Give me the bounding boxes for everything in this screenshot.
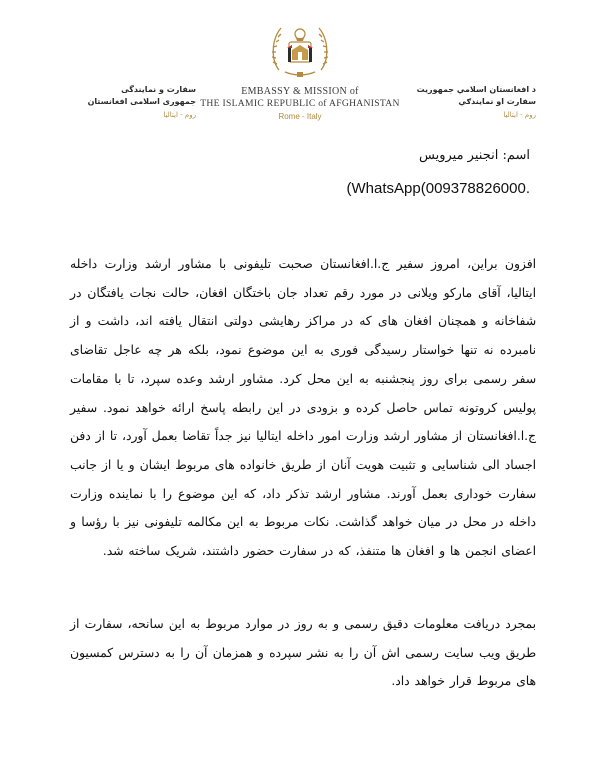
dari-line1: سفارت و نمایندگی	[121, 85, 196, 94]
pashto-line1: د افغانستان اسلامي جمهوریت	[416, 85, 536, 94]
letterhead-pashto	[406, 84, 536, 120]
embassy-title-line2: THE ISLAMIC REPUBLIC of AFGHANISTAN	[200, 98, 400, 109]
contact-phone: (WhatsApp(009378826000.	[346, 180, 530, 197]
body-paragraph: افزون براین، امروز سفیر ج.ا.افغانستان صحبت تلیفونی با مشاور ارشد وزارت داخله ایتالیا، آقای مارکو ویلانی در مورد رقم تعداد جان باختگان افغان، حالت نجات یافتگان در شفاخانه و همچنان افغان های که در مراکز رهایشی دولتی انتقال یافته اند، داشت و از نامبرده نه تنها خواستار رسیدگی فوری به این موضوع نمود، بلکه هر چه عاجل تقاضای سفر رسمی برای روز پنجشنبه به این محل کرد. مشاور ارشد وعده سپرد، تا با مقامات پولیس کروتونه تماس حاصل کرده و بزودی در این رابطه پاسخ ارائه خواهد نمود. سفیر ج.ا.افغانستان از مشاور ارشد وزارت امور داخله ایتالیا نیز جداً تقاضا بعمل آورد، تا از دفن اجساد الی شناسایی و تثبیت هویت آنان از طریق خانواده های مربوط ایشان و یا از جانب سفارت خوداری بعمل آورند. مشاور ارشد تذکر داد، که این موضوع را با نماینده وزارت داخله در محل در میان خواهد گذاشت. نکات مربوط به این مکالمه تلیفونی نیز با رؤسا و اعضای انجمن ها و افغان ها متنفذ، که در سفارت حضور داشتند، شریک ساخته شد.	[70, 257, 536, 559]
dari-location: روم - ایتالیا	[163, 111, 196, 119]
contact-name: اسم: انجنیر میرویس	[419, 148, 530, 163]
pashto-line2: سفارت او نمایندګي	[458, 97, 536, 106]
embassy-title-line1: EMBASSY & MISSION of	[241, 86, 359, 97]
afghanistan-emblem-icon	[267, 20, 333, 82]
dari-line2: جمهوری اسلامی افغانستان	[87, 97, 196, 106]
pashto-location: روم - ایتالیا	[503, 111, 536, 119]
letterhead-dari	[66, 84, 196, 120]
letterhead-center	[180, 86, 420, 121]
body-paragraph: بمجرد دریافت معلومات دقیق رسمی و به روز در موارد مربوط به این سانحه، سفارت از طریق ویب سایت رسمی اش آن را به نشر سپرده و همزمان آن را به دسترس کمسیون های مربوط قرار خواهد داد.	[70, 617, 536, 689]
embassy-location: Rome - Italy	[278, 112, 322, 121]
